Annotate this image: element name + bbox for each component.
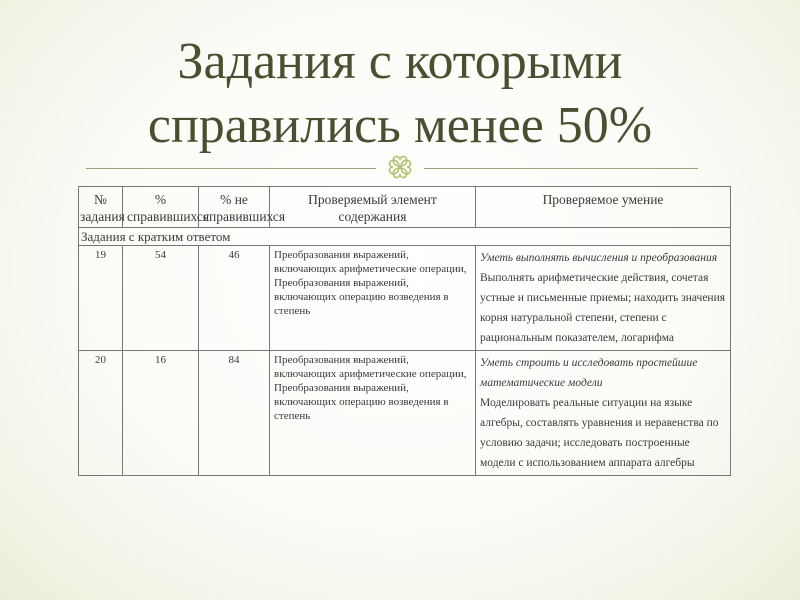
title-rule-right — [424, 168, 698, 169]
cell-task-number: 20 — [79, 351, 123, 476]
cell-task-number: 19 — [79, 246, 123, 351]
table-header-row — [79, 187, 731, 228]
header-content-element: Проверяемый элемент содержания — [270, 187, 476, 228]
slide-title — [0, 30, 800, 158]
cell-percent-failed: 46 — [199, 246, 270, 351]
title-line-2: справились менее 50% — [147, 97, 653, 154]
header-task-number: № задания — [79, 187, 123, 228]
results-table — [78, 186, 731, 476]
skill-title: Уметь выполнять вычисления и преобразования — [480, 252, 718, 264]
title-rule-left — [86, 168, 376, 169]
section-row — [79, 228, 731, 246]
cell-skill — [476, 351, 731, 476]
title-line-1: Задания с которыми — [177, 33, 623, 90]
header-skill: Проверяемое умение — [476, 187, 731, 228]
cell-skill — [476, 246, 731, 351]
cell-percent-failed: 84 — [199, 351, 270, 476]
clover-ornament-icon — [385, 152, 415, 182]
skill-title: Уметь строить и исследовать простейшие математические модели — [480, 357, 698, 389]
header-percent-failed: % не справившихся — [199, 187, 270, 228]
cell-content-element: Преобразования выражений, включающих арифметические операции, Преобразования выражений, включающих операцию возведения в степень — [270, 351, 476, 476]
header-percent-solved: % справившихся — [123, 187, 199, 228]
section-label: Задания с кратким ответом — [79, 228, 731, 246]
cell-percent-solved: 16 — [123, 351, 199, 476]
table-row — [79, 351, 731, 476]
table-row — [79, 246, 731, 351]
cell-percent-solved: 54 — [123, 246, 199, 351]
cell-content-element: Преобразования выражений, включающих арифметические операции, Преобразования выражений, включающих операцию возведения в степень — [270, 246, 476, 351]
skill-description: Моделировать реальные ситуации на языке алгебры, составлять уравнения и неравенства по условию задачи; исследовать построенные модели с использованием аппарата алгебры — [480, 397, 719, 469]
skill-description: Выполнять арифметические действия, сочетая устные и письменные приемы; находить значения корня натуральной степени, степени с рациональным показателем, логарифма — [480, 272, 726, 344]
